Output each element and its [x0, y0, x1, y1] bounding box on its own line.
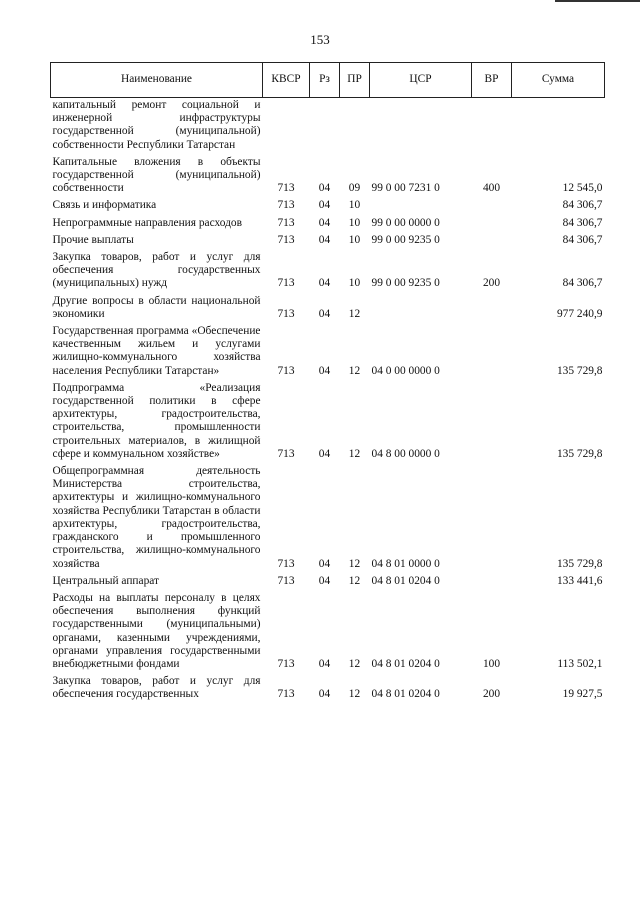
- cell-name: Центральный аппарат: [52, 574, 160, 587]
- cell-csr: 04 8 01 0204 0: [371, 688, 440, 701]
- cell-sum: 135 729,8: [556, 557, 603, 570]
- table-header-row: [51, 63, 605, 98]
- cell-rz: 04: [318, 574, 331, 587]
- cell-pr: 12: [348, 447, 361, 460]
- cell-name: Прочие выплаты: [52, 233, 134, 246]
- col-header-rz: Рз: [310, 63, 340, 98]
- cell-vr: [472, 324, 512, 381]
- cell-pr: 10: [348, 277, 361, 290]
- cell-sum: 84 306,7: [562, 277, 603, 290]
- cell-vr: [472, 464, 512, 574]
- table-row: [51, 98, 605, 155]
- cell-vr: 200: [482, 277, 501, 290]
- cell-rz: 04: [318, 277, 331, 290]
- cell-vr: [472, 381, 512, 464]
- cell-pr: 09: [348, 182, 361, 195]
- cell-sum: 133 441,6: [556, 574, 603, 587]
- cell-rz: 04: [318, 199, 331, 212]
- cell-csr: [370, 294, 472, 324]
- cell-sum: 84 306,7: [562, 216, 603, 229]
- cell-name: Другие вопросы в области национальной экономики: [52, 294, 261, 320]
- cell-csr: 99 0 00 0000 0: [371, 216, 440, 229]
- cell-name: Государственная программа «Обеспечение качественным жильем и услугами жилищно-коммунального хозяйства населения Республики Татарстан»: [52, 325, 261, 377]
- cell-vr: 400: [482, 182, 501, 195]
- cell-kvsr: 713: [277, 233, 295, 246]
- cell-kvsr: 713: [277, 557, 295, 570]
- table-row: [51, 464, 605, 574]
- cell-csr: [370, 198, 472, 215]
- cell-sum: 84 306,7: [562, 199, 603, 212]
- cell-csr: 99 0 00 9235 0: [371, 233, 440, 246]
- cell-pr: 10: [348, 233, 361, 246]
- cell-name: капитальный ремонт социальной и инженерной инфраструктуры государственной (муниципальной) собственности Республики Татарстан: [52, 99, 261, 151]
- table-row: [51, 294, 605, 324]
- table-body: [51, 98, 605, 705]
- table-row: [51, 591, 605, 674]
- cell-csr: 99 0 00 9235 0: [371, 277, 440, 290]
- cell-vr: [472, 198, 512, 215]
- cell-rz: 04: [318, 216, 331, 229]
- cell-csr: 04 0 00 0000 0: [371, 364, 440, 377]
- cell-name: Общепрограммная деятельность Министерства строительства, архитектуры и жилищно-коммунального хозяйства Республики Татарстан в области архитектуры, градостроительства, гражданского и промышленного строительства, жилищно-коммунального хозяйства: [52, 465, 261, 570]
- cell-name: Непрограммные направления расходов: [52, 216, 243, 229]
- cell-name: Закупка товаров, работ и услуг для обеспечения государственных (муниципальных) нужд: [52, 251, 261, 290]
- cell-name: Капитальные вложения в объекты государственной (муниципальной) собственности: [52, 155, 261, 195]
- cell-rz: 04: [318, 182, 331, 195]
- col-header-sum: Сумма: [512, 63, 605, 98]
- table-row: [51, 324, 605, 381]
- cell-rz: 04: [318, 364, 331, 377]
- cell-vr: [472, 294, 512, 324]
- cell-sum: 84 306,7: [562, 233, 603, 246]
- cell-vr: [472, 574, 512, 591]
- cell-kvsr: 713: [277, 447, 295, 460]
- cell-rz: 04: [318, 657, 331, 670]
- top-edge-rule: [555, 0, 640, 2]
- col-header-kvsr: КВСР: [263, 63, 310, 98]
- page-number: 153: [310, 32, 330, 47]
- col-header-csr: ЦСР: [370, 63, 472, 98]
- cell-csr: 04 8 01 0204 0: [371, 574, 440, 587]
- cell-kvsr: 713: [277, 688, 295, 701]
- cell-pr: 12: [348, 657, 361, 670]
- cell-vr: 200: [482, 688, 501, 701]
- cell-csr: 04 8 00 0000 0: [371, 447, 440, 460]
- cell-name: Связь и информатика: [52, 199, 157, 212]
- cell-name: Закупка товаров, работ и услуг для обеспечения государственных: [52, 675, 261, 701]
- col-header-name: Наименование: [51, 63, 263, 98]
- cell-kvsr: [263, 98, 310, 155]
- cell-rz: 04: [318, 307, 331, 320]
- cell-vr: [472, 216, 512, 233]
- cell-kvsr: 713: [277, 657, 295, 670]
- cell-pr: 10: [348, 199, 361, 212]
- cell-pr: 12: [348, 364, 361, 377]
- cell-pr: 12: [348, 688, 361, 701]
- table-row: [51, 250, 605, 294]
- cell-sum: 135 729,8: [556, 447, 603, 460]
- cell-rz: 04: [318, 233, 331, 246]
- cell-kvsr: 713: [277, 199, 295, 212]
- cell-name: Расходы на выплаты персоналу в целях обеспечения выполнения функций государственными (муниципальными) органами, казенными учреждениями, органами управления государственными внебюджетными фондами: [52, 591, 261, 670]
- table-row: [51, 381, 605, 464]
- table-row: [51, 155, 605, 199]
- cell-sum: 12 545,0: [562, 182, 603, 195]
- cell-rz: 04: [318, 557, 331, 570]
- budget-table: [50, 62, 605, 705]
- cell-sum: [512, 98, 605, 155]
- cell-pr: 12: [348, 557, 361, 570]
- table-row: [51, 574, 605, 591]
- cell-sum: 977 240,9: [556, 307, 603, 320]
- cell-pr: 12: [348, 574, 361, 587]
- cell-kvsr: 713: [277, 364, 295, 377]
- cell-csr: 99 0 00 7231 0: [371, 182, 440, 195]
- cell-vr: 100: [482, 657, 501, 670]
- cell-rz: 04: [318, 688, 331, 701]
- cell-vr: [472, 98, 512, 155]
- table-row: [51, 674, 605, 704]
- cell-vr: [472, 233, 512, 250]
- cell-rz: [310, 98, 340, 155]
- cell-pr: [340, 98, 370, 155]
- cell-sum: 19 927,5: [562, 688, 603, 701]
- table-row: [51, 216, 605, 233]
- cell-kvsr: 713: [277, 216, 295, 229]
- cell-csr: [370, 98, 472, 155]
- cell-csr: 04 8 01 0000 0: [371, 557, 440, 570]
- cell-kvsr: 713: [277, 307, 295, 320]
- table-row: [51, 233, 605, 250]
- cell-pr: 12: [348, 307, 361, 320]
- col-header-pr: ПР: [340, 63, 370, 98]
- cell-sum: 135 729,8: [556, 364, 603, 377]
- cell-name: Подпрограмма «Реализация государственной политики в сфере архитектуры, градостроительства, строительства, промышленности строительных материалов, в жилищной сфере и коммунальном хозяйстве»: [52, 381, 261, 460]
- cell-pr: 10: [348, 216, 361, 229]
- cell-kvsr: 713: [277, 574, 295, 587]
- cell-sum: 113 502,1: [557, 657, 603, 670]
- col-header-vr: ВР: [472, 63, 512, 98]
- table-row: [51, 198, 605, 215]
- cell-kvsr: 713: [277, 277, 295, 290]
- cell-rz: 04: [318, 447, 331, 460]
- cell-kvsr: 713: [277, 182, 295, 195]
- cell-csr: 04 8 01 0204 0: [371, 657, 440, 670]
